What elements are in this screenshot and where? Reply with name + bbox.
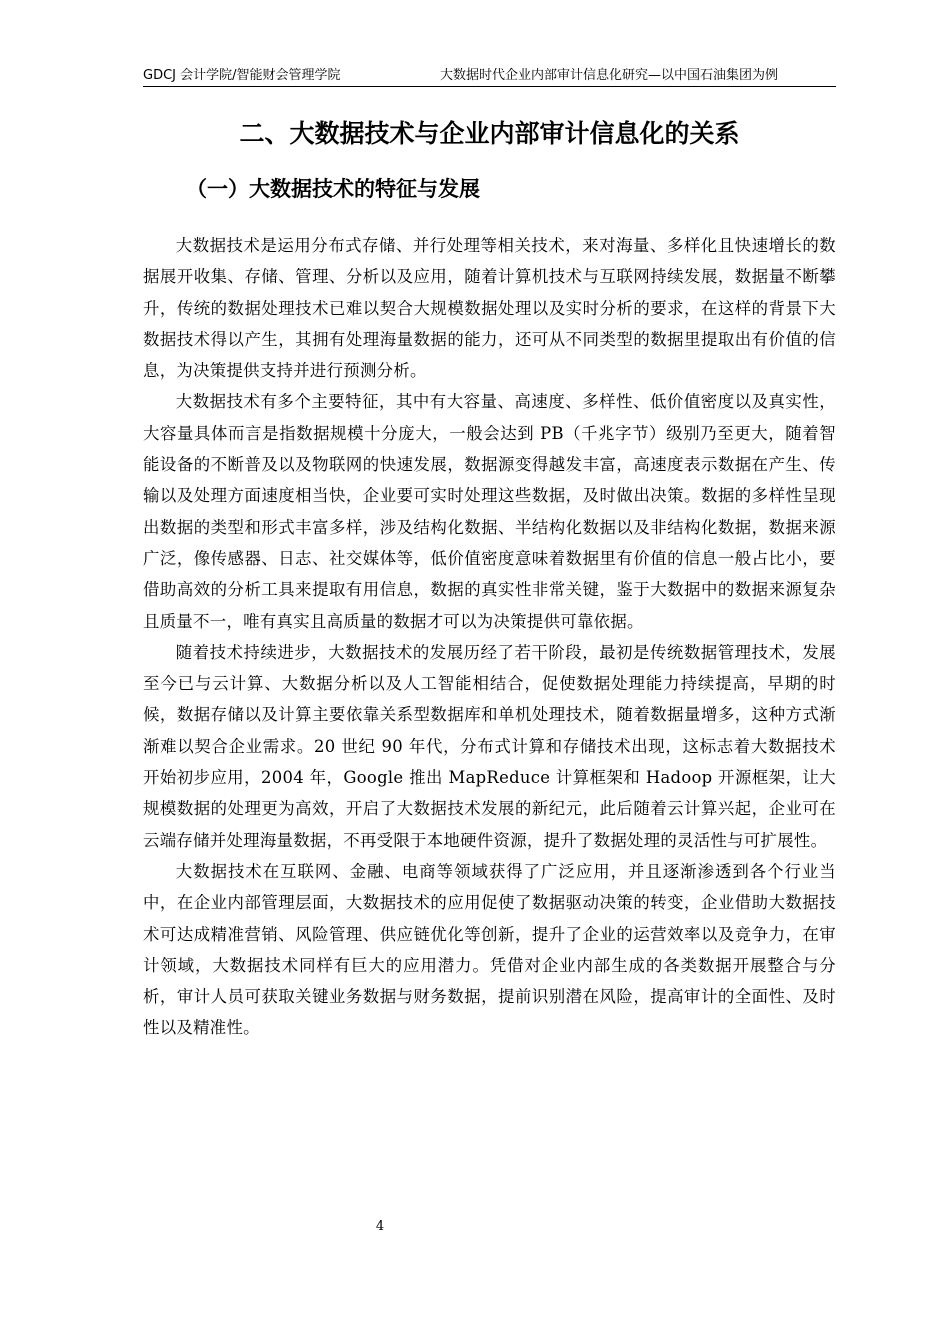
paragraph-4: 大数据技术在互联网、金融、电商等领域获得了广泛应用，并且逐渐渗透到各个行业当中，在企业内部管理层面，大数据技术的应用促使了数据驱动决策的转变，企业借助大数据技术可达成精准营销、风险管理、供应链优化等创新，提升了企业的运营效率以及竞争力，在审计领域，大数据技术同样有巨大的应用潜力。凭借对企业内部生成的各类数据开展整合与分析，审计人员可获取关键业务数据与财务数据，提前识别潜在风险，提高审计的全面性、及时性以及精准性。 [143,861,836,1038]
paragraph-1: 大数据技术是运用分布式存储、并行处理等相关技术，来对海量、多样化且快速增长的数据展开收集、存储、管理、分析以及应用，随着计算机技术与互联网持续发展，数据量不断攀升，传统的数据处理技术已难以契合大规模数据处理以及实时分析的要求，在这样的背景下大数据技术得以产生，其拥有处理海量数据的能力，还可从不同类型的数据里提取出有价值的信息，为决策提供支持并进行预测分析。 [143,236,836,381]
page-header [143,66,836,87]
body-text [143,230,836,1044]
header-institution: GDCJ 会计学院/智能财会管理学院 [143,68,341,83]
subsection-title: （一）大数据技术的特征与发展 [186,177,480,201]
header-thesis-title: 大数据时代企业内部审计信息化研究—以中国石油集团为例 [439,68,778,83]
page-number: 4 [375,1219,385,1234]
paragraph-3: 随着技术持续进步，大数据技术的发展历经了若干阶段，最初是传统数据管理技术，发展至今已与云计算、大数据分析以及人工智能相结合，促使数据处理能力持续提高，早期的时候，数据存储以及计算主要依靠关系型数据库和单机处理技术，随着数据量增多，这种方式渐渐难以契合企业需求。20 世纪 90 年代，分布式计算和存储技术出现，这标志着大数据技术开始初步应用，2004 年，Google 推出 MapReduce 计算框架和 Hadoop 开源框架，让大规模数据的处理更为高效，开启了大数据技术发展的新纪元，此后随着云计算兴起，企业可在云端存储并处理海量数据，不再受限于本地硬件资源，提升了数据处理的灵活性与可扩展性。 [143,642,836,850]
section-title: 二、大数据技术与企业内部审计信息化的关系 [239,119,740,148]
paragraph-2: 大数据技术有多个主要特征，其中有大容量、高速度、多样性、低价值密度以及真实性，大容量具体而言是指数据规模十分庞大，一般会达到 PB（千兆字节）级别乃至更大，随着智能设备的不断普及以及物联网的快速发展，数据源变得越发丰富，高速度表示数据在产生、传输以及处理方面速度相当快，企业要可实时处理这些数据，及时做出决策。数据的多样性呈现出数据的类型和形式丰富多样，涉及结构化数据、半结构化数据以及非结构化数据，数据来源广泛，像传感器、日志、社交媒体等，低价值密度意味着数据里有价值的信息一般占比小，要借助高效的分析工具来提取有用信息，数据的真实性非常关键，鉴于大数据中的数据来源复杂且质量不一，唯有真实且高质量的数据才可以为决策提供可靠依据。 [143,392,836,631]
